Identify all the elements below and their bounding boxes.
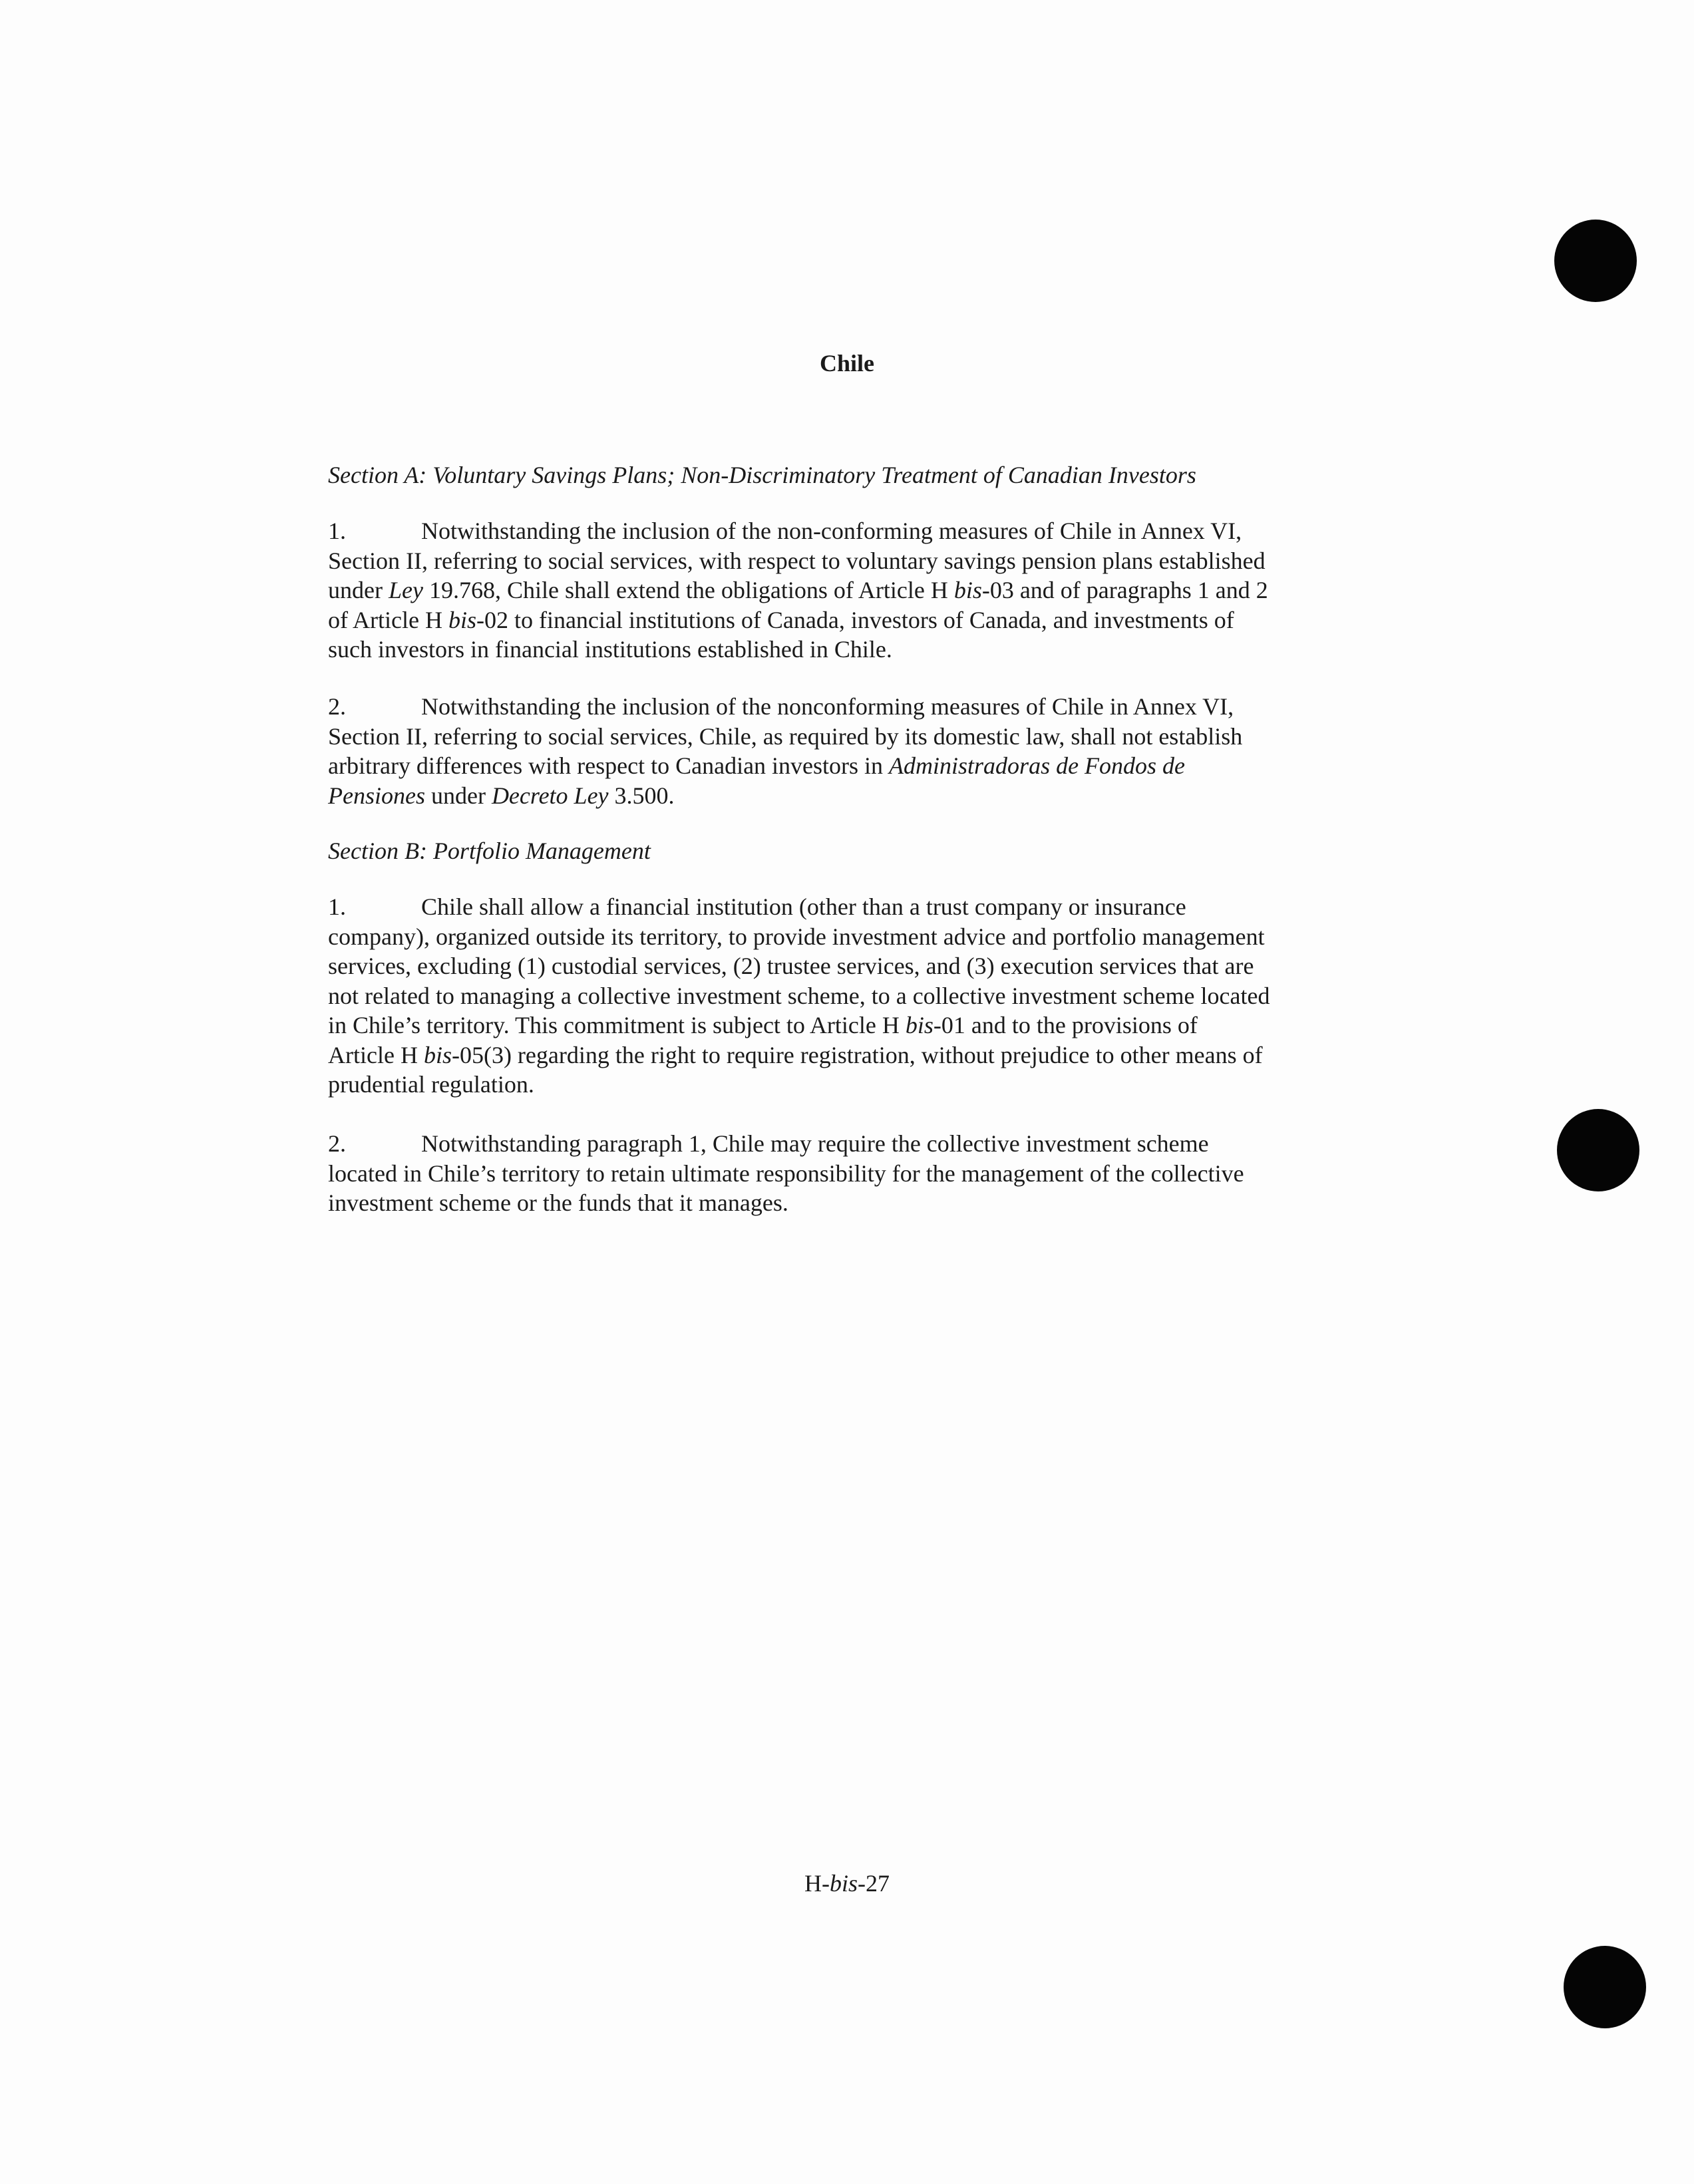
section-a-paragraph-1: 1. Notwithstanding the inclusion of the non-conforming measures of Chile in Annex VI, Section II, referring to social services, with respect to voluntary savings pension plans established under Ley 19.768, Chile shall extend the obligations of Article H bis-03 and of paragraphs 1 and 2 of Article H bis-02 to financial institutions of Canada, investors of Canada, and investments of such investors in financial institutions established in Chile.	[328, 518, 1268, 663]
paragraph-number: 1.	[328, 518, 346, 544]
punch-hole-middle	[1557, 1109, 1639, 1191]
paragraph-number: 1.	[328, 893, 346, 920]
section-a-paragraph-2: 2. Notwithstanding the inclusion of the nonconforming measures of Chile in Annex VI, Section II, referring to social services, Chile, as required by its domestic law, shall not establish arbitrary differences with respect to Canadian investors in Administradoras de Fondos de Pensiones under Decreto Ley 3.500.	[328, 693, 1243, 809]
paragraph-number: 2.	[328, 1130, 346, 1157]
section-b-heading: Section B: Portfolio Management	[328, 838, 651, 864]
page-number: H-bis-27	[804, 1870, 890, 1897]
paragraph-number: 2.	[328, 693, 346, 720]
document-title: Chile	[819, 350, 874, 377]
section-a-heading: Section A: Voluntary Savings Plans; Non-Discriminatory Treatment of Canadian Investors	[328, 462, 1196, 488]
punch-hole-top	[1554, 220, 1637, 302]
section-b-paragraph-2: 2. Notwithstanding paragraph 1, Chile may require the collective investment scheme located in Chile’s territory to retain ultimate responsibility for the management of the collective investment scheme or the funds that it manages.	[328, 1130, 1244, 1216]
punch-hole-bottom	[1564, 1946, 1646, 2028]
section-b-paragraph-1: 1. Chile shall allow a financial institution (other than a trust company or insurance company), organized outside its territory, to provide investment advice and portfolio management services, excluding (1) custodial services, (2) trustee services, and (3) execution services that are not related to managing a collective investment scheme, to a collective investment scheme located in Chile’s territory. This commitment is subject to Article H bis-01 and to the provisions of Article H bis-05(3) regarding the right to require registration, without prejudice to other means of prudential regulation.	[328, 893, 1270, 1098]
